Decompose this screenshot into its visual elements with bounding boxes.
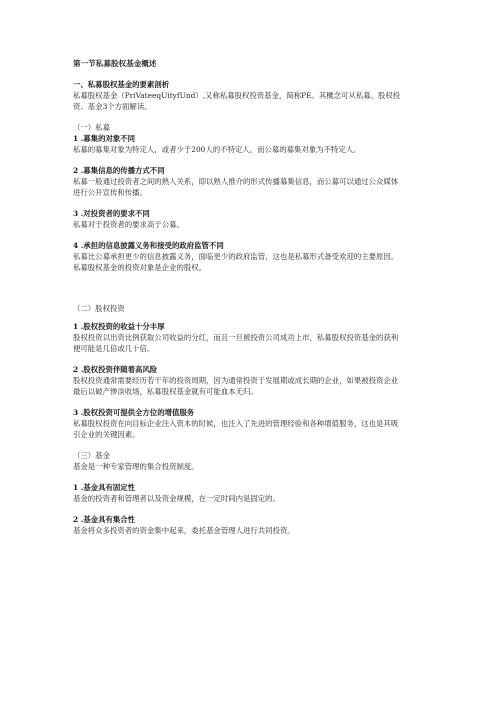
item-heading-3: 3 .对投资者的要求不同 xyxy=(73,209,150,218)
item-body-3: 私募对于投资者的要求高于公募。 xyxy=(73,220,184,229)
heading-elements: 一、私募股权基金的要素剖析 xyxy=(73,80,170,89)
equity-heading-2: 2 .股权投资伴随着高风险 xyxy=(73,365,158,374)
item-body-2-line2: 进行公开宣传和传播。 xyxy=(73,188,147,197)
item-body-4-line2: 私募股权基金的投资对象是企业的股权。 xyxy=(73,263,207,272)
document-page xyxy=(73,58,433,536)
subheading-private: （一）私募 xyxy=(73,123,110,132)
equity-body-2-line1: 股权投资通常需要经历若干年的投资周期，因为通常投资于发展期或成长期的企业，如果被投资企业 xyxy=(73,376,399,385)
equity-heading-1: 1 .股权投资的收益十分丰厚 xyxy=(73,322,165,331)
paragraph-intro-line2: 资、基金3个方面解读。 xyxy=(73,102,152,111)
equity-body-3-line1: 私募股权投资在向目标企业注入资本的时候，也注入了先进的管理经验和各种增值服务，这也是其吸 xyxy=(73,419,399,428)
equity-body-2-line2: 最后以破产惨淡收场，私募股权基金就有可能血本无归。 xyxy=(73,387,258,396)
fund-heading-1: 1 .基金具有固定性 xyxy=(73,483,136,492)
section-title: 第一节私募股权基金概述 xyxy=(73,59,157,68)
item-heading-2: 2 .募集信息的传播方式不同 xyxy=(73,166,165,175)
item-heading-1: 1 .募集的对象不同 xyxy=(73,134,136,143)
item-body-2-line1: 私募一般通过投资者之间的熟人关系，即以熟人推介的形式传播募集信息，而公募可以通过公众媒体 xyxy=(73,177,399,186)
subheading-fund: （三）基金 xyxy=(73,451,110,460)
equity-body-1-line1: 股权投资以出资比例获取公司收益的分红，而且一旦被投资公司成功上市，私募股权投资基金的获利 xyxy=(73,333,399,342)
equity-heading-3: 3 .股权投资可提供全方位的增值服务 xyxy=(73,408,195,417)
subheading-equity: （二）股权投资 xyxy=(73,304,125,313)
fund-body-2: 基金将众多投资者的资金集中起来，委托基金管理人进行共同投资。 xyxy=(73,526,295,535)
paragraph-intro-line1: 私募股权基金（PriVateeqUityfUnd）,又称私募股权投资基金，简称PE。其概念可从私募、股权投 xyxy=(73,91,401,100)
fund-heading-2: 2 .基金具有集合性 xyxy=(73,515,136,524)
fund-intro: 基金是一种专家管理的集合投资制度。 xyxy=(73,462,199,471)
item-heading-4: 4 .承担的信息披露义务和接受的政府监管不同 xyxy=(73,241,224,250)
fund-body-1: 基金的投资者和管理者以及资金规模，在一定时间内是固定的。 xyxy=(73,494,280,503)
item-body-1: 私募的募集对象为特定人，或者少于200人的不特定人，而公募的募集对象为不特定人。 xyxy=(73,145,361,154)
equity-body-1-line2: 便可能是几倍或几十倍。 xyxy=(73,344,155,353)
item-body-4-line1: 私募比公募承担更少的信息披露义务，面临更少的政府监管，这也是私募形式备受欢迎的主要原因。 xyxy=(73,252,399,261)
equity-body-3-line2: 引企业的关键因素。 xyxy=(73,430,140,439)
